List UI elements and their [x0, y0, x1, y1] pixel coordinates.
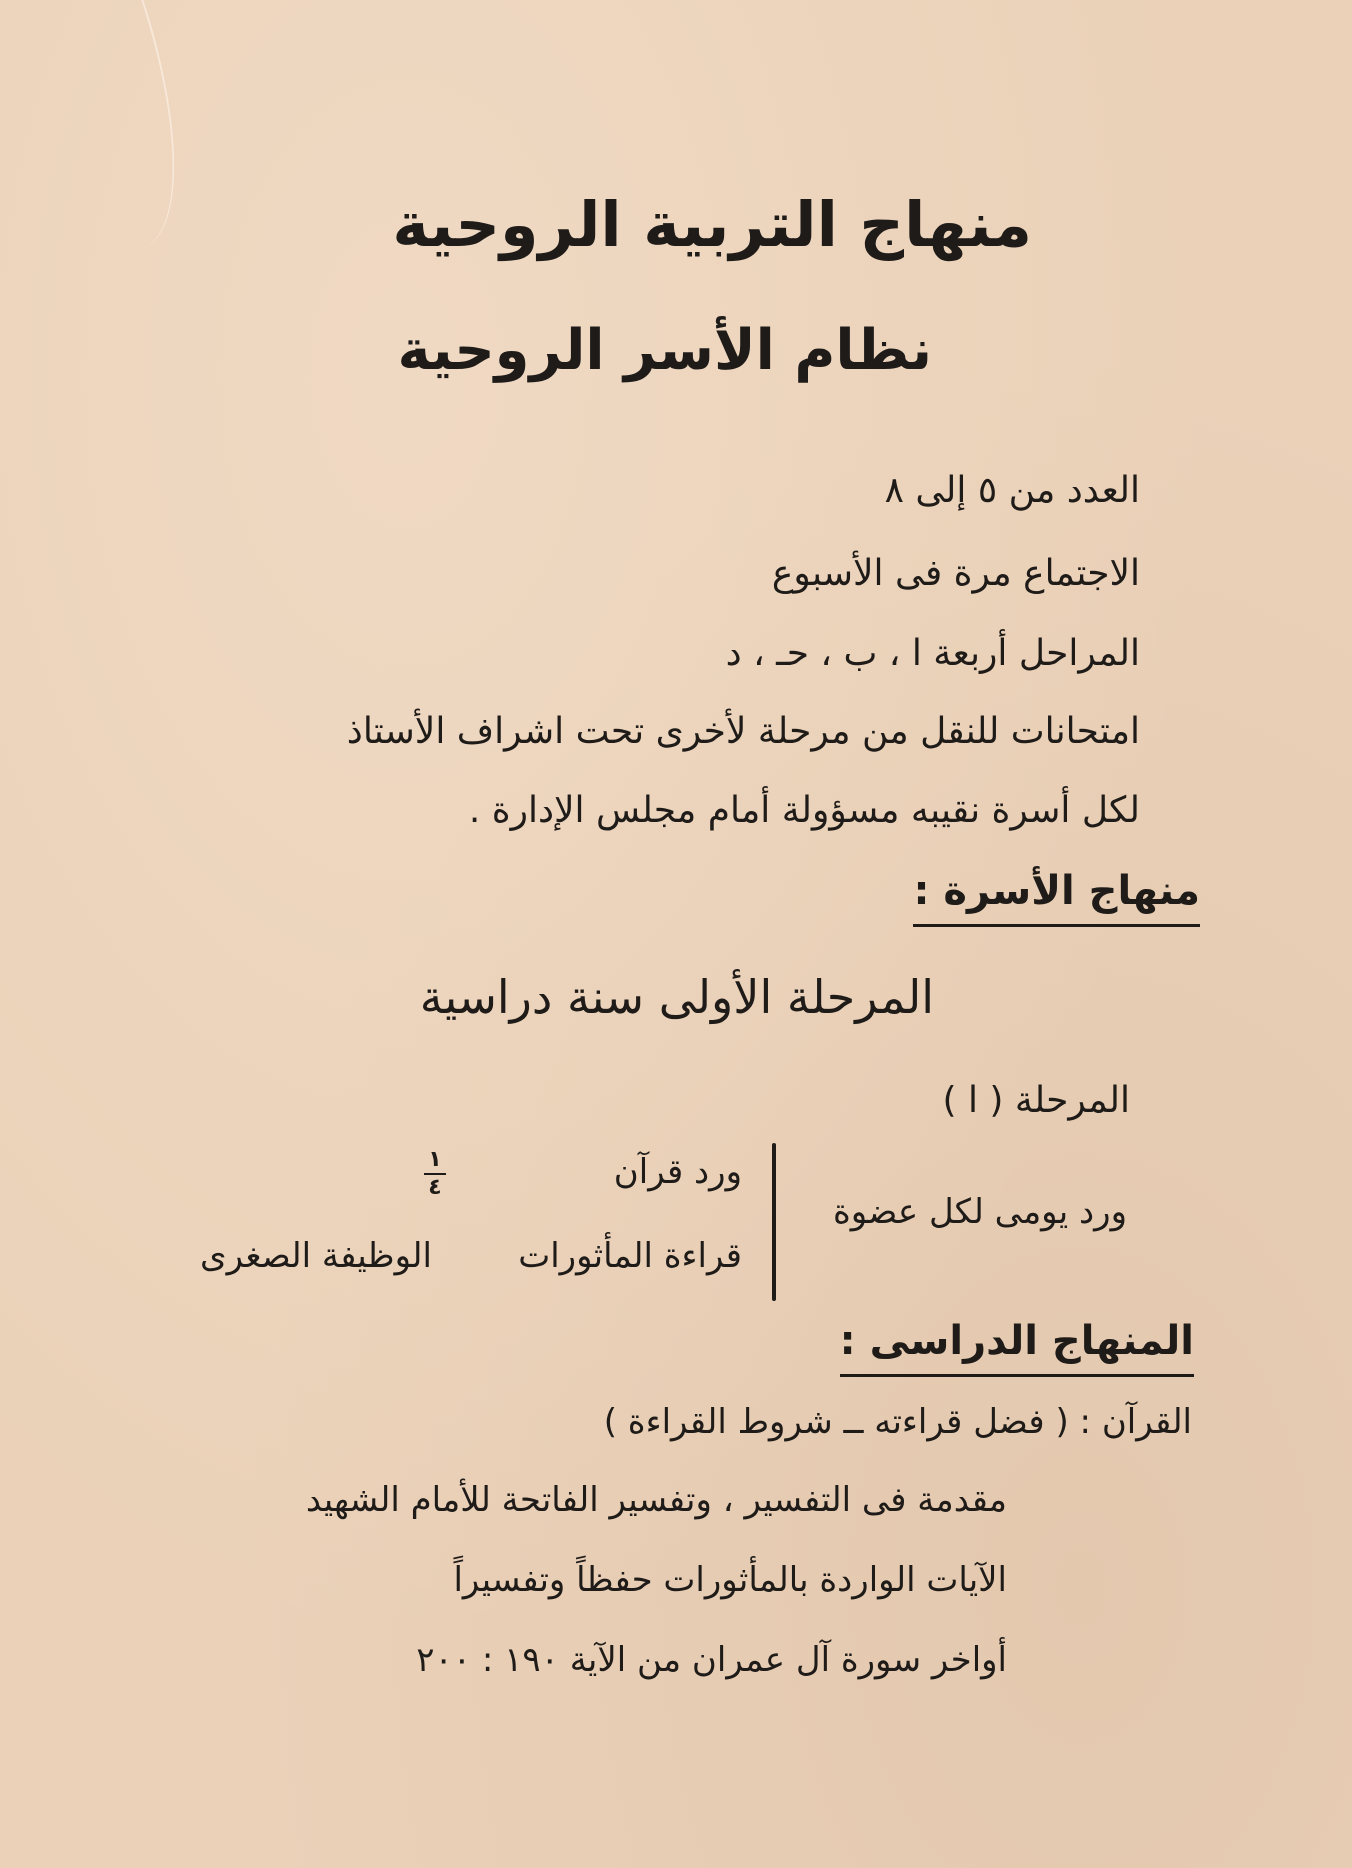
info-line-stages: المراحل أربعة ا ، ب ، حـ ، د [725, 633, 1140, 674]
bracket-divider [772, 1143, 776, 1301]
paper-crease [51, 0, 224, 250]
family-curriculum-heading: منهاج الأسرة : [913, 868, 1200, 927]
quarter-fraction [420, 1148, 450, 1200]
first-stage-title: المرحلة الأولى سنة دراسية [419, 970, 934, 1024]
stage-label: المرحلة ( ا ) [942, 1080, 1130, 1121]
document-subtitle: نظام الأسر الروحية [397, 318, 932, 383]
daily-wird-label: ورد يومى لكل عضوة [832, 1192, 1127, 1232]
info-line-leader: لكل أسرة نقيبه مسؤولة أمام مجلس الإدارة . [468, 790, 1140, 831]
fraction-numerator: ١ [428, 1147, 442, 1172]
study-line-surah: أواخر سورة آل عمران من الآية ١٩٠ : ٢٠٠ [416, 1640, 1007, 1680]
study-line-intro: مقدمة فى التفسير ، وتفسير الفاتحة للأمام الشهيد [305, 1480, 1007, 1520]
info-line-count: العدد من ٥ إلى ٨ [884, 470, 1140, 511]
study-curriculum-heading: المنهاج الدراسى : [840, 1318, 1194, 1377]
info-line-exams: امتحانات للنقل من مرحلة لأخرى تحت اشراف الأستاذ [346, 711, 1140, 752]
quran-wird: ورد قرآن [613, 1152, 742, 1192]
study-line-verses: الآيات الواردة بالمأثورات حفظاً وتفسيراً [453, 1560, 1007, 1600]
quran-line: القرآن : ( فضل قراءته ــ شروط القراءة ) [603, 1402, 1192, 1442]
mathurat-reading: قراءة المأثورات [518, 1236, 742, 1276]
fraction-denominator: ٤ [428, 1175, 442, 1200]
info-line-meeting: الاجتماع مرة فى الأسبوع [771, 553, 1140, 594]
document-title: منهاج التربية الروحية [392, 188, 1032, 261]
small-duty: الوظيفة الصغرى [200, 1236, 432, 1276]
